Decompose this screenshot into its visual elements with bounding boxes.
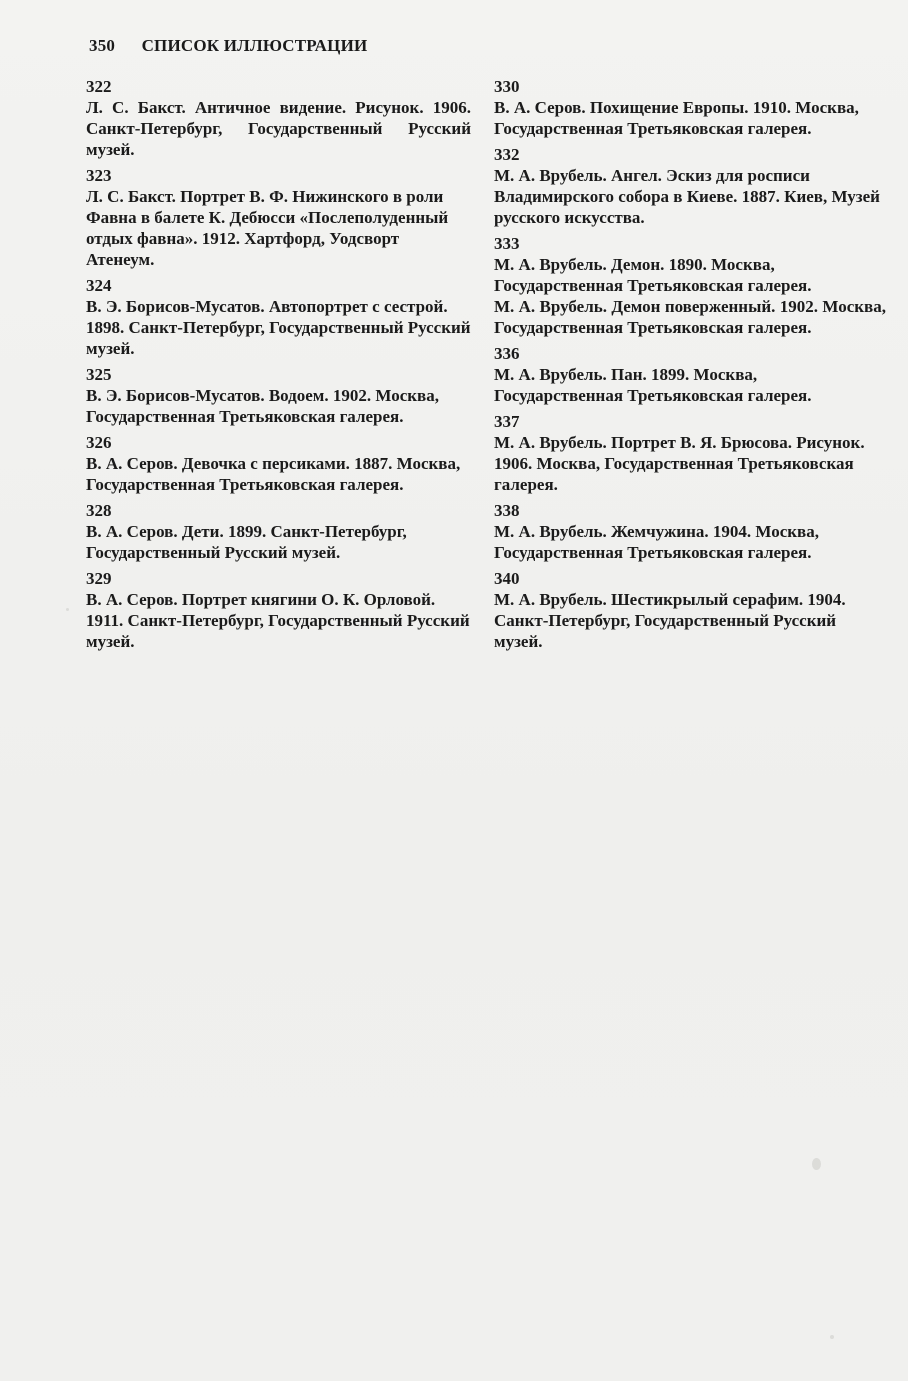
entry-number: 323 — [86, 166, 112, 185]
entry-caption: Л. С. Бакст. Античное видение. Рисунок. 1906. Санкт-Петербург, Государственный Русский музей. — [86, 98, 471, 159]
illustration-entry — [494, 233, 886, 338]
entry-caption: В. А. Серов. Девочка с персиками. 1887. Москва, Государственная Третьяковская галерея. — [86, 454, 461, 494]
entry-number: 337 — [494, 412, 520, 431]
entry-number: 324 — [86, 276, 112, 295]
entry-number: 333 — [494, 234, 520, 253]
entry-number: 325 — [86, 365, 112, 384]
entry-caption-second: М. А. Врубель. Демон поверженный. 1902. Москва, Государственная Третьяковская галерея. — [494, 297, 886, 337]
illustration-entry — [86, 500, 471, 563]
entry-caption: М. А. Врубель. Жемчужина. 1904. Москва, Государственная Третьяковская галерея. — [494, 522, 819, 562]
illustration-entry — [86, 275, 471, 359]
illustration-entry — [86, 432, 471, 495]
entry-number: 326 — [86, 433, 112, 452]
illustration-entry — [86, 76, 471, 160]
entry-number: 329 — [86, 569, 112, 588]
entry-number: 332 — [494, 145, 520, 164]
illustration-entry — [86, 568, 471, 652]
entry-caption: Л. С. Бакст. Портрет В. Ф. Нижинского в роли Фавна в балете К. Дебюсси «Послеполуденный отдых фавна». 1912. Хартфорд, Уодсворт Атенеум. — [86, 187, 449, 269]
page-number: 350 — [89, 36, 116, 55]
entry-number: 340 — [494, 569, 520, 588]
section-title: СПИСОК ИЛЛЮСТРАЦИИ — [141, 36, 368, 55]
entry-caption: М. А. Врубель. Ангел. Эскиз для росписи Владимирского собора в Киеве. 1887. Киев, Музей русского искусства. — [494, 166, 880, 227]
entry-caption: В. Э. Борисов-Мусатов. Водоем. 1902. Москва, Государственная Третьяковская галерея. — [86, 386, 439, 426]
entry-caption: М. А. Врубель. Пан. 1899. Москва, Государственная Третьяковская галерея. — [494, 365, 812, 405]
entry-caption: В. А. Серов. Портрет княгини О. К. Орловой. 1911. Санкт-Петербург, Государственный Русский музей. — [86, 590, 470, 651]
entry-number: 328 — [86, 501, 112, 520]
right-column — [494, 76, 886, 657]
paper-speck — [830, 1335, 834, 1339]
illustration-entry — [494, 568, 886, 652]
illustration-entry — [494, 144, 886, 228]
illustration-entry — [86, 364, 471, 427]
illustration-entry — [494, 411, 886, 495]
entry-number: 322 — [86, 77, 112, 96]
illustration-entry — [494, 76, 886, 139]
entry-number: 330 — [494, 77, 520, 96]
running-header — [89, 36, 367, 56]
entry-caption: В. А. Серов. Дети. 1899. Санкт-Петербург, Государственный Русский музей. — [86, 522, 407, 562]
entry-caption: М. А. Врубель. Портрет В. Я. Брюсова. Рисунок. 1906. Москва, Государственная Третьяковская галерея. — [494, 433, 865, 494]
entry-number: 338 — [494, 501, 520, 520]
paper-speck — [66, 608, 69, 611]
illustration-entry — [86, 165, 471, 270]
paper-speck — [812, 1158, 821, 1170]
entry-caption: М. А. Врубель. Демон. 1890. Москва, Государственная Третьяковская галерея. — [494, 255, 812, 295]
illustration-entry — [494, 343, 886, 406]
illustration-entry — [494, 500, 886, 563]
entry-caption: В. А. Серов. Похищение Европы. 1910. Москва, Государственная Третьяковская галерея. — [494, 98, 859, 138]
entry-number: 336 — [494, 344, 520, 363]
left-column — [86, 76, 471, 657]
entry-caption: М. А. Врубель. Шестикрылый серафим. 1904. Санкт-Петербург, Государственный Русский музей. — [494, 590, 846, 651]
entry-caption: В. Э. Борисов-Мусатов. Автопортрет с сестрой. 1898. Санкт-Петербург, Государственный Русский музей. — [86, 297, 471, 358]
